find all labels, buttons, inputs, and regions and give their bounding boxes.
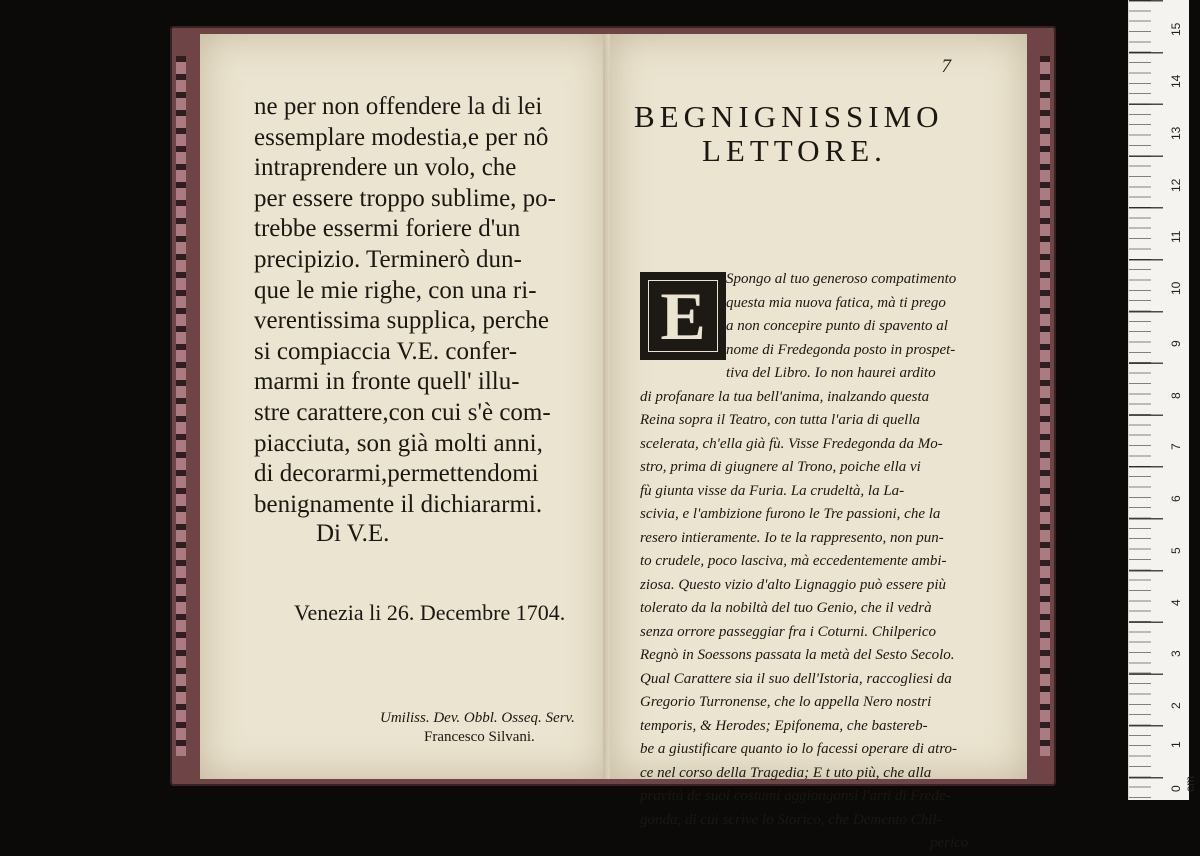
text-line: a non concepire punto di spavento al [726,318,948,334]
text-line: benignamente il dichiararmi. [254,490,543,518]
text-line: stro, prima di giugnere al Trono, poiche ella vi [640,459,921,475]
text-line: perico [930,835,969,851]
text-line: di profanare la tua bell'anima, inalzando questa [640,388,930,405]
text-line: essemplare modestia,e per nô [254,123,549,151]
ruler-label: 6 [1169,495,1183,502]
right-page [610,34,1027,851]
text-line: que le mie righe, con una ri- [254,276,537,304]
text-line: gonda, di cui scrive lo Storico, che Demento Chil- [640,811,942,828]
ruler-label: 11 [1169,230,1183,243]
text-line: marmi in fronte quell' illu- [254,368,520,396]
title-line-2: LETTORE. [702,133,887,168]
ruler-label: 1 [1169,741,1183,748]
ruler-label: 0 cm [1169,776,1197,792]
text-line: si compiaccia V.E. confer- [254,337,518,365]
text-line: tolerato da la nobiltà del tuo Genio, che il vedrà [640,600,932,616]
page-number: 7 [941,56,951,77]
text-line: intraprendere un volo, che [254,154,517,182]
closing-formula: Umiliss. Dev. Obbl. Osseq. Serv. [380,710,575,726]
open-book [170,26,1056,851]
text-line: ce nel corso della Tragedia; E t uto più, che alla [640,764,932,781]
ruler-label: 8 [1169,392,1183,399]
left-page [200,34,609,779]
text-line: stre carattere,con cui s'è com- [254,398,551,426]
text-line: verentissima supplica, perche [254,307,550,335]
text-line: to crudele, poco lasciva, mà eccedentemente ambi- [640,553,947,569]
ruler-label: 5 [1169,547,1183,554]
text-line: scivia, e l'ambizione furono le Tre passioni, che la [640,506,941,522]
ruler-label: 7 [1169,443,1183,450]
text-line: Gregorio Turronense, che lo appella Nero nostri [640,694,932,710]
ruler-label: 13 [1169,126,1183,140]
page-title [634,100,944,168]
ruler-major-ticks [1129,0,1163,800]
text-line: resero intieramente. Io te la rappresento, non pun- [640,529,944,546]
text-line: tiva del Libro. Io non haurei ardito [726,365,936,381]
text-line: senza orrore passeggiar fra i Coturni. Chilperico [640,623,936,640]
text-line: ziosa. Questo vizio d'alto Lignaggio può essere più [640,576,946,593]
left-page-body [254,92,594,520]
text-line: be a giustificare quanto io lo facessi operare di atro- [640,741,958,757]
text-line: scelerata, ch'ella già fù. Visse Fredegonda da Mo- [640,435,943,452]
ruler-label: 3 [1169,650,1183,657]
ruler-label: 9 [1169,340,1183,347]
text-line: pravità de suoi costumi aggiongonsi l'arti di Frede- [640,788,951,804]
measuring-ruler [1128,0,1197,800]
ruler-label: 14 [1169,74,1183,88]
text-line: trebbe essermi foriere d'un [254,215,521,243]
text-line: Qual Carattere sia il suo dell'Istoria, raccogliesi da [640,670,952,687]
text-line: questa mia nuova fatica, mà ti prego [726,294,946,311]
text-line: Reina sopra il Teatro, con tutta l'aria di quella [640,412,921,428]
dropcap-letter: E [660,278,706,354]
ruler-label: 12 [1169,178,1183,192]
text-line: Regnò in Soessons passata la metà del Sesto Secolo. [640,647,955,663]
text-line: nome di Fredegonda posto in prospet- [726,341,956,358]
text-line: di decorarmi,permettendomi [254,460,539,488]
text-line: ne per non offendere la di lei [254,93,543,120]
ruler-label: 2 [1169,702,1183,709]
ruler-label: 15 [1169,22,1183,36]
text-line: precipizio. Terminerò dun- [254,245,522,273]
date-line: Venezia li 26. Decembre 1704. [294,600,566,625]
salutation: Di V.E. [316,520,390,547]
title-line-1: BEGNIGNISSIMO [634,99,944,134]
signature: Francesco Silvani. [424,729,535,745]
ruler-label: 10 [1169,281,1183,295]
text-line: fù giunta visse da Furia. La crudeltà, la La- [640,482,905,499]
ruler-label: 4 [1169,599,1183,606]
text-line: per essere troppo sublime, po- [254,184,557,212]
right-page-body [640,268,992,856]
text-line: piacciuta, son già molti anni, [254,429,543,457]
text-line: temporis, & Herodes; Epifonema, che bastereb- [640,717,928,734]
text-line: Spongo al tuo generoso compatimento [726,271,957,287]
